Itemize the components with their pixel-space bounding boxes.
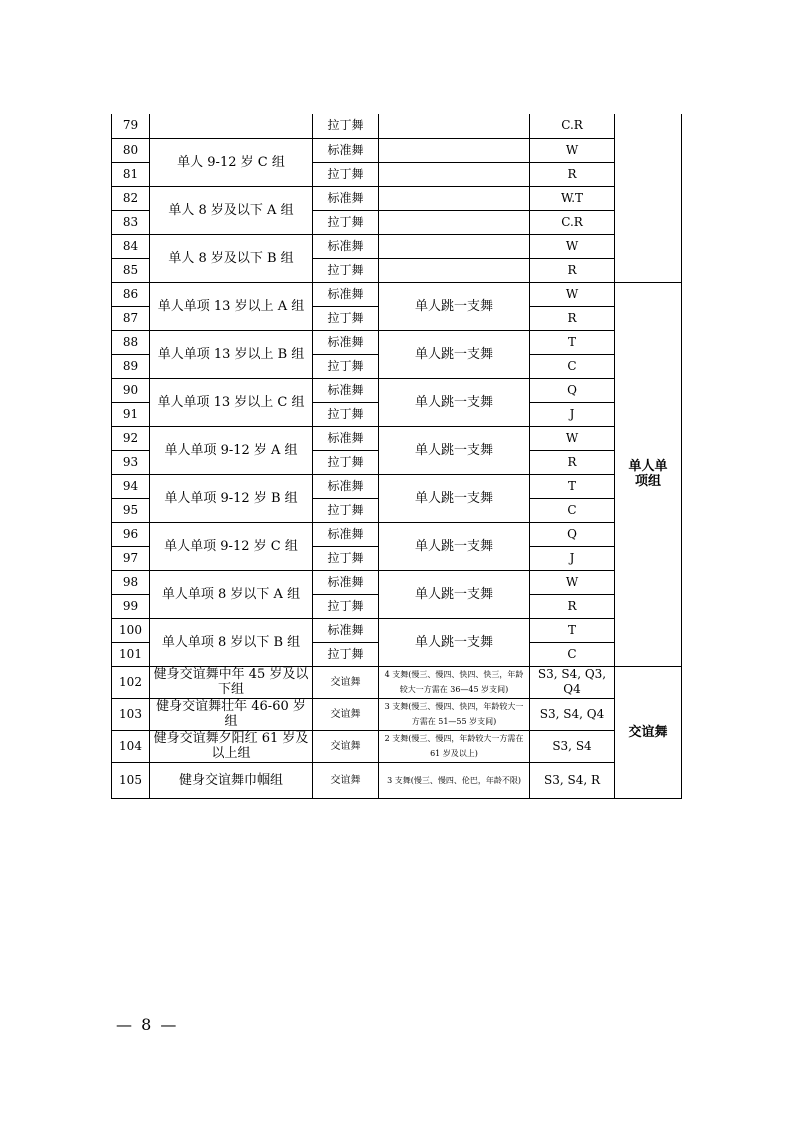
- dance-type: 拉丁舞: [313, 402, 379, 426]
- table-row: [112, 698, 682, 730]
- spec-cell: W: [530, 234, 615, 258]
- spec-cell: W: [530, 282, 615, 306]
- row-number: 91: [112, 402, 150, 426]
- row-number: 88: [112, 330, 150, 354]
- group-cell: 单人单项 9-12 岁 A 组: [150, 426, 313, 474]
- row-number: 86: [112, 282, 150, 306]
- competition-table: [111, 114, 682, 799]
- spec-cell: R: [530, 258, 615, 282]
- row-number: 90: [112, 378, 150, 402]
- spec-cell: C.R: [530, 210, 615, 234]
- row-number: 80: [112, 138, 150, 162]
- table-row: [112, 330, 682, 354]
- desc-cell: [379, 114, 530, 138]
- group-cell: 单人单项 13 岁以上 C 组: [150, 378, 313, 426]
- group-cell: 健身交谊舞巾帼组: [150, 762, 313, 798]
- desc-cell: [379, 210, 530, 234]
- desc-cell: [379, 138, 530, 162]
- row-number: 85: [112, 258, 150, 282]
- dance-type: 标准舞: [313, 522, 379, 546]
- table-row: [112, 666, 682, 698]
- spec-cell: C: [530, 642, 615, 666]
- group-cell: 健身交谊舞夕阳红 61 岁及以上组: [150, 730, 313, 762]
- row-number: 82: [112, 186, 150, 210]
- spec-cell: Q: [530, 522, 615, 546]
- row-number: 102: [112, 666, 150, 698]
- row-number: 103: [112, 698, 150, 730]
- desc-cell: 3 支舞(慢三、慢四、快四，年龄较大一方需在 51—55 岁支间): [379, 698, 530, 730]
- table-row: [112, 186, 682, 210]
- spec-cell: Q: [530, 378, 615, 402]
- group-cell: 单人单项 13 岁以上 B 组: [150, 330, 313, 378]
- dance-type: 拉丁舞: [313, 594, 379, 618]
- table-row: [112, 114, 682, 138]
- spec-cell: R: [530, 162, 615, 186]
- row-number: 98: [112, 570, 150, 594]
- group-cell: 单人 9-12 岁 C 组: [150, 138, 313, 186]
- spec-cell: J: [530, 402, 615, 426]
- dance-type: 拉丁舞: [313, 210, 379, 234]
- dance-type: 拉丁舞: [313, 114, 379, 138]
- desc-cell: 单人跳一支舞: [379, 426, 530, 474]
- table-row: [112, 474, 682, 498]
- dance-type: 标准舞: [313, 426, 379, 450]
- desc-cell: [379, 162, 530, 186]
- group-cell: 单人 8 岁及以下 B 组: [150, 234, 313, 282]
- desc-cell: 单人跳一支舞: [379, 330, 530, 378]
- group-cell: 单人 8 岁及以下 A 组: [150, 186, 313, 234]
- desc-cell: 单人跳一支舞: [379, 522, 530, 570]
- table-row: [112, 282, 682, 306]
- table-row: [112, 730, 682, 762]
- dance-type: 标准舞: [313, 234, 379, 258]
- dance-type: 拉丁舞: [313, 546, 379, 570]
- row-number: 87: [112, 306, 150, 330]
- spec-cell: T: [530, 330, 615, 354]
- dance-type: 拉丁舞: [313, 162, 379, 186]
- spec-cell: R: [530, 306, 615, 330]
- group-cell: 单人单项 8 岁以下 A 组: [150, 570, 313, 618]
- row-number: 96: [112, 522, 150, 546]
- table-row: [112, 570, 682, 594]
- spec-cell: W: [530, 426, 615, 450]
- group-cell: 健身交谊舞中年 45 岁及以下组: [150, 666, 313, 698]
- spec-cell: T: [530, 618, 615, 642]
- dance-type: 交谊舞: [313, 730, 379, 762]
- row-number: 95: [112, 498, 150, 522]
- group-cell: [150, 114, 313, 138]
- dance-type: 标准舞: [313, 618, 379, 642]
- desc-cell: 单人跳一支舞: [379, 570, 530, 618]
- desc-cell: 2 支舞(慢三、慢四，年龄较大一方需在 61 岁及以上): [379, 730, 530, 762]
- dance-type: 拉丁舞: [313, 642, 379, 666]
- group-cell: 单人单项 9-12 岁 C 组: [150, 522, 313, 570]
- desc-cell: [379, 186, 530, 210]
- desc-cell: 单人跳一支舞: [379, 282, 530, 330]
- desc-cell: 3 支舞(慢三、慢四、伦巴，年龄不限): [379, 762, 530, 798]
- dance-type: 交谊舞: [313, 666, 379, 698]
- dance-type: 交谊舞: [313, 698, 379, 730]
- row-number: 100: [112, 618, 150, 642]
- dance-type: 标准舞: [313, 282, 379, 306]
- desc-cell: [379, 234, 530, 258]
- spec-cell: R: [530, 594, 615, 618]
- category-label: 单人单项组: [628, 459, 668, 489]
- table-row: [112, 378, 682, 402]
- group-cell: 单人单项 8 岁以下 B 组: [150, 618, 313, 666]
- table-row: [112, 762, 682, 798]
- dance-type: 标准舞: [313, 378, 379, 402]
- spec-cell: C: [530, 498, 615, 522]
- dance-type: 标准舞: [313, 138, 379, 162]
- table-row: [112, 426, 682, 450]
- dance-type: 标准舞: [313, 474, 379, 498]
- spec-cell: S3, S4: [530, 730, 615, 762]
- dance-type: 拉丁舞: [313, 498, 379, 522]
- desc-cell: 单人跳一支舞: [379, 618, 530, 666]
- table-row: [112, 522, 682, 546]
- table-row: [112, 138, 682, 162]
- dance-type: 标准舞: [313, 570, 379, 594]
- dance-type: 拉丁舞: [313, 306, 379, 330]
- dance-type: 拉丁舞: [313, 258, 379, 282]
- group-cell: 单人单项 13 岁以上 A 组: [150, 282, 313, 330]
- category-label: 交谊舞: [628, 724, 668, 740]
- category-cell-previous: [615, 114, 682, 282]
- dance-type: 拉丁舞: [313, 450, 379, 474]
- group-cell: 单人单项 9-12 岁 B 组: [150, 474, 313, 522]
- row-number: 83: [112, 210, 150, 234]
- spec-cell: W: [530, 570, 615, 594]
- row-number: 79: [112, 114, 150, 138]
- spec-cell: S3, S4, R: [530, 762, 615, 798]
- group-cell: 健身交谊舞壮年 46-60 岁组: [150, 698, 313, 730]
- row-number: 99: [112, 594, 150, 618]
- row-number: 94: [112, 474, 150, 498]
- spec-cell: T: [530, 474, 615, 498]
- row-number: 81: [112, 162, 150, 186]
- row-number: 97: [112, 546, 150, 570]
- spec-cell: C: [530, 354, 615, 378]
- dance-type: 拉丁舞: [313, 354, 379, 378]
- spec-cell: S3, S4, Q3, Q4: [530, 666, 615, 698]
- desc-cell: 单人跳一支舞: [379, 474, 530, 522]
- row-number: 93: [112, 450, 150, 474]
- desc-cell: 4 支舞(慢三、慢四、快四、快三，年龄较大一方需在 36—45 岁支间): [379, 666, 530, 698]
- category-single-item: [615, 282, 682, 666]
- dance-type: 交谊舞: [313, 762, 379, 798]
- spec-cell: W: [530, 138, 615, 162]
- dance-type: 标准舞: [313, 330, 379, 354]
- row-number: 84: [112, 234, 150, 258]
- spec-cell: W.T: [530, 186, 615, 210]
- desc-cell: [379, 258, 530, 282]
- row-number: 92: [112, 426, 150, 450]
- row-number: 104: [112, 730, 150, 762]
- row-number: 105: [112, 762, 150, 798]
- desc-cell: 单人跳一支舞: [379, 378, 530, 426]
- row-number: 89: [112, 354, 150, 378]
- dance-type: 标准舞: [313, 186, 379, 210]
- table-row: [112, 234, 682, 258]
- spec-cell: C.R: [530, 114, 615, 138]
- spec-cell: J: [530, 546, 615, 570]
- row-number: 101: [112, 642, 150, 666]
- page-number: — 8 —: [116, 1015, 179, 1034]
- category-social: [615, 666, 682, 798]
- spec-cell: S3, S4, Q4: [530, 698, 615, 730]
- spec-cell: R: [530, 450, 615, 474]
- table-row: [112, 618, 682, 642]
